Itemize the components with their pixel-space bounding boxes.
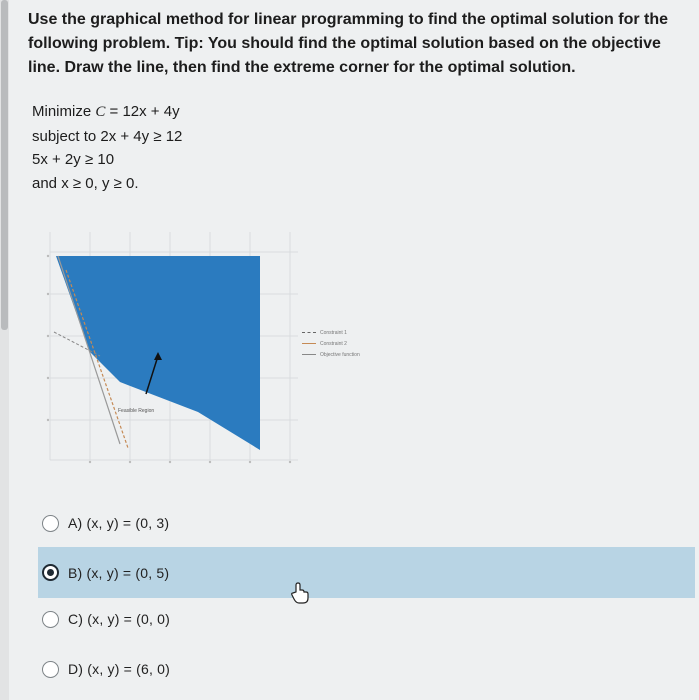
scrollbar[interactable] [0, 0, 9, 700]
objective-expr: = 12x + 4y [105, 103, 180, 120]
radio-button-icon[interactable] [42, 611, 59, 628]
problem-statement [32, 100, 182, 195]
constraint-1: subject to 2x + 4y ≥ 12 [32, 127, 183, 145]
option-a[interactable] [38, 500, 668, 546]
scrollbar-thumb[interactable] [1, 0, 8, 330]
radio-button-icon[interactable] [42, 661, 59, 678]
option-letter: D) [68, 661, 84, 677]
option-c[interactable] [38, 596, 668, 642]
option-b[interactable] [38, 547, 695, 598]
radio-button-icon[interactable] [42, 515, 59, 532]
option-letter: B) [68, 564, 83, 581]
chart-legend [302, 327, 382, 367]
radio-dot-icon [47, 569, 54, 576]
option-text: (x, y) = (0, 0) [87, 611, 171, 627]
feasible-region-label: Feasible Region [118, 408, 155, 414]
legend-item: Objective function [302, 349, 382, 360]
question-text: Use the graphical method for linear programming to find the optimal solution for the following problem. Tip: You should find the optimal solution based on the objective line. Draw the line, then find the extreme corner for the optimal solution. [28, 11, 669, 76]
legend-item: Constraint 2 [302, 338, 382, 349]
nonnegativity: and x ≥ 0, y ≥ 0. [32, 174, 139, 192]
radio-button-selected-icon[interactable] [42, 564, 59, 581]
objective-prefix: Minimize [32, 103, 96, 120]
constraint-2: 5x + 2y ≥ 10 [32, 151, 115, 168]
objective-line [32, 100, 182, 125]
legend-item: Constraint 1 [302, 327, 382, 338]
hand-pointer-icon [290, 582, 310, 604]
option-text: (x, y) = (6, 0) [87, 661, 171, 677]
option-letter: A) [68, 515, 83, 531]
option-letter: C) [68, 611, 84, 627]
option-text: (x, y) = (0, 5) [86, 564, 170, 581]
option-d[interactable] [38, 646, 668, 692]
objective-var: C [95, 104, 106, 120]
option-text: (x, y) = (0, 3) [86, 515, 170, 531]
